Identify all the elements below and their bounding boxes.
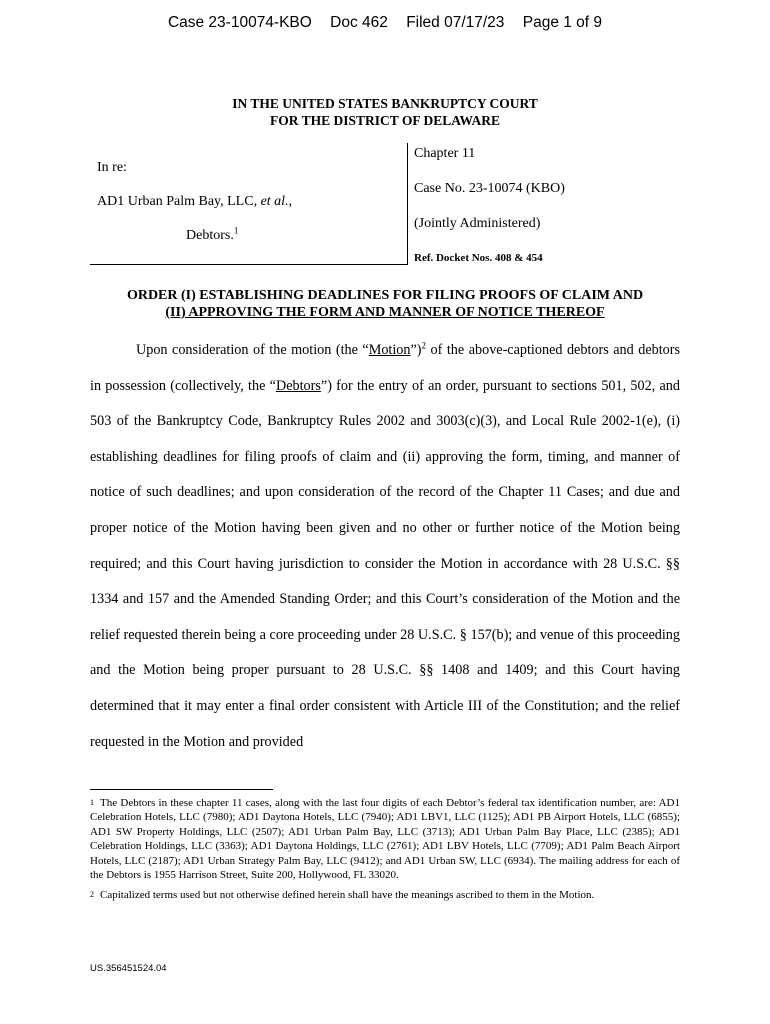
jointly-administered-label: (Jointly Administered) [414,216,541,231]
case-no-label: Case No. 23-10074 (KBO) [414,181,565,196]
footnote-separator [90,789,273,790]
body-text-4: ”) for the entry of an order, pursuant to sections 501, 502, and 503 of the Bankruptcy Code, Bankruptcy Rules 2002 and 3003(c)(3), and Local Rule 2002-1(e), (i) establishing deadlines for filing proofs of claim and (ii) approving the form, timing, and manner of notice of such deadlines; and upon consideration of the record of the Chapter 11 Cases; and due and proper notice of the Motion having been given and no other or further notice of the Motion being required; and this Court having jurisdiction to consider the Motion in accordance with 28 U.S.C. §§ 1334 and 157 and the Amended Standing Order; and this Court’s consideration of the Motion and the relief requested therein being a core proceeding under 28 U.S.C. § 157(b); and venue of this proceeding and the Motion being proper pursuant to 28 U.S.C. §§ 1408 and 1409; and this Court having determined that it may enter a final order consistent with Article III of the Constitution; and the relief requested in the Motion and provided [90,377,680,750]
body-text-1: Upon consideration of the motion (the “ [136,342,369,358]
case-number: Case 23-10074-KBO [167,14,312,31]
debtors-label-text: Debtors. [186,228,234,243]
defined-term-motion: Motion [368,342,411,358]
et-al: et al. [260,194,289,209]
in-re-label: In re: [97,160,127,175]
footnote-ref-2[interactable]: 2 [421,340,427,351]
court-heading [0,95,770,129]
filed-date: Filed 07/17/23 [406,14,505,31]
order-title [0,287,770,321]
footnote-1-text: The Debtors in these chapter 11 cases, along with the last four digits of each Debtor’s federal tax identification number, are: AD1 Celebration Hotels, LLC (7980); AD1 Daytona Hotels, LLC (7940); AD1 LBV1, LLC (1125); AD1 PB Airport Hotels, LLC (6855); AD1 SW Property Holdings, LLC (2507); AD1 Urban Palm Bay, LLC (3713); AD1 Urban Palm Bay Place, LLC (2385); AD1 Celebration Holdings, LLC (3363); AD1 Daytona Holdings, LLC (2761); AD1 LBV Hotels, LLC (7709); AD1 Palm Beach Airport Hotels, LLC (2187); AD1 Urban Strategy Palm Bay, LLC (9412); and AD1 Urban SW, LLC (6934). The mailing address for each of the Debtors is 1955 Harrison Street, Suite 200, Hollywood, FL 33020. [90,797,680,882]
footnotes [90,796,680,909]
debtor-name-text: AD1 Urban Palm Bay, LLC, [97,194,258,209]
order-title-line-2: (II) APPROVING THE FORM AND MANNER OF NOTICE THEREOF [165,305,605,320]
ref-docket-label: Ref. Docket Nos. 408 & 454 [414,252,543,264]
body-paragraph [90,333,680,760]
court-line-2: FOR THE DISTRICT OF DELAWARE [269,113,501,128]
et-al-comma: , [288,194,293,209]
defined-term-debtors: Debtors [275,377,321,394]
debtor-name [97,194,292,210]
doc-number: Doc 462 [330,14,388,31]
body-text-2: ”) [410,342,422,358]
order-title-line-1: ORDER (I) ESTABLISHING DEADLINES FOR FILING PROOFS OF CLAIM AND [126,288,644,303]
footnote-2-mark: 2 [90,890,94,900]
court-line-1: IN THE UNITED STATES BANKRUPTCY COURT [232,96,538,111]
order-body [90,333,680,760]
body-text-3: of the above-captioned debtors and debtors in possession (collectively, the “ [90,342,680,394]
page-indicator: Page 1 of 9 [522,14,603,31]
caption-divider [407,143,408,265]
footnote-ref-1[interactable]: 1 [233,225,239,236]
document-id: US.356451524.04 [90,963,167,974]
footnote-1-mark: 1 [90,798,94,807]
footnote-1 [90,796,680,882]
case-caption-left [90,146,407,265]
footnote-2-text: Capitalized terms used but not otherwise defined herein shall have the meanings ascribed to them in the Motion. [100,889,595,902]
chapter-label: Chapter 11 [414,146,476,161]
debtors-label [186,225,239,244]
footnote-2 [90,888,680,902]
filing-stamp [0,14,770,32]
